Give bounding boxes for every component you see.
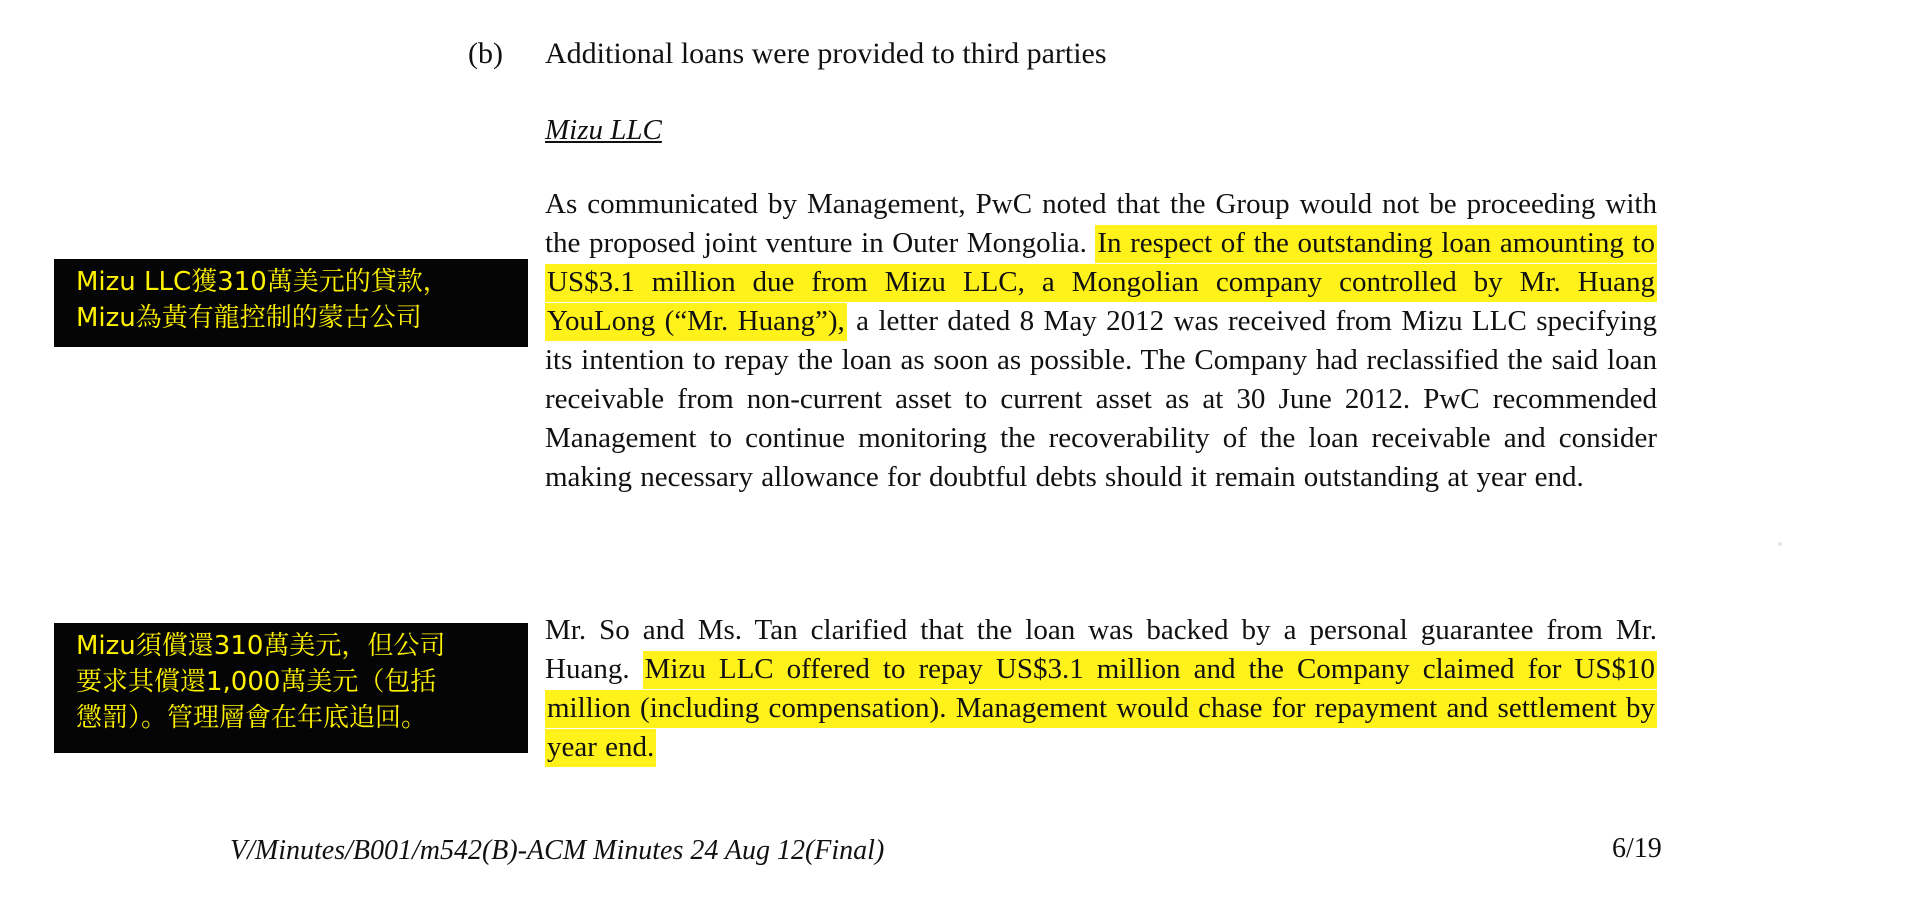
subheading: Mizu LLC xyxy=(545,114,662,146)
paragraph-2-text-before: Mr. So and Ms. Tan clarified that the loan was backed by a personal guarantee from Mr. Huang. xyxy=(545,614,1657,685)
annotation-1-line-1: Mizu LLC獲310萬美元的貸款， xyxy=(76,267,449,297)
footer-path: V/Minutes/B001/m542(B)-ACM Minutes 24 Aug 12(Final) xyxy=(230,835,885,866)
annotation-2-line-1: Mizu須償還310萬美元，但公司 xyxy=(76,631,446,661)
annotation-box-2 xyxy=(54,623,528,753)
paragraph-2 xyxy=(545,611,1657,767)
paragraph-1-highlight: In respect of the outstanding loan amounting to US$3.1 million due from Mizu LLC, a Mongolian company controlled by Mr. Huang YouLong (“Mr. Huang”), xyxy=(545,225,1657,341)
page-number: 6/19 xyxy=(1612,833,1662,864)
scan-speck xyxy=(1778,542,1782,546)
paragraph-2-highlight: Mizu LLC offered to repay US$3.1 million and the Company claimed for US$10 million (including compensation). Management would chase for repayment and settlement by year end. xyxy=(545,651,1657,767)
annotation-2-line-3: 懲罰）。管理層會在年底追回。 xyxy=(76,703,428,733)
annotation-box-1 xyxy=(54,259,528,347)
section-heading xyxy=(468,34,1107,74)
annotation-2-line-2: 要求其償還1,000萬美元（包括 xyxy=(76,667,437,697)
paragraph-1-text-before: As communicated by Management, PwC noted that the Group would not be proceeding with the proposed joint venture in Outer Mongolia. xyxy=(545,188,1657,259)
annotation-1-line-2: Mizu為黃有龍控制的蒙古公司 xyxy=(76,303,422,333)
section-label: (b) xyxy=(468,37,503,70)
paragraph-1 xyxy=(545,185,1657,497)
section-title: Additional loans were provided to third parties xyxy=(545,37,1107,70)
paragraph-1-text-after: a letter dated 8 May 2012 was received from Mizu LLC specifying its intention to repay the loan as soon as possible. The Company had reclassified the said loan receivable from non-current asset to current asset as at 30 June 2012. PwC recommended Management to continue monitoring the recoverability of the loan receivable and consider making necessary allowance for doubtful debts should it remain outstanding at year end. xyxy=(545,305,1657,493)
